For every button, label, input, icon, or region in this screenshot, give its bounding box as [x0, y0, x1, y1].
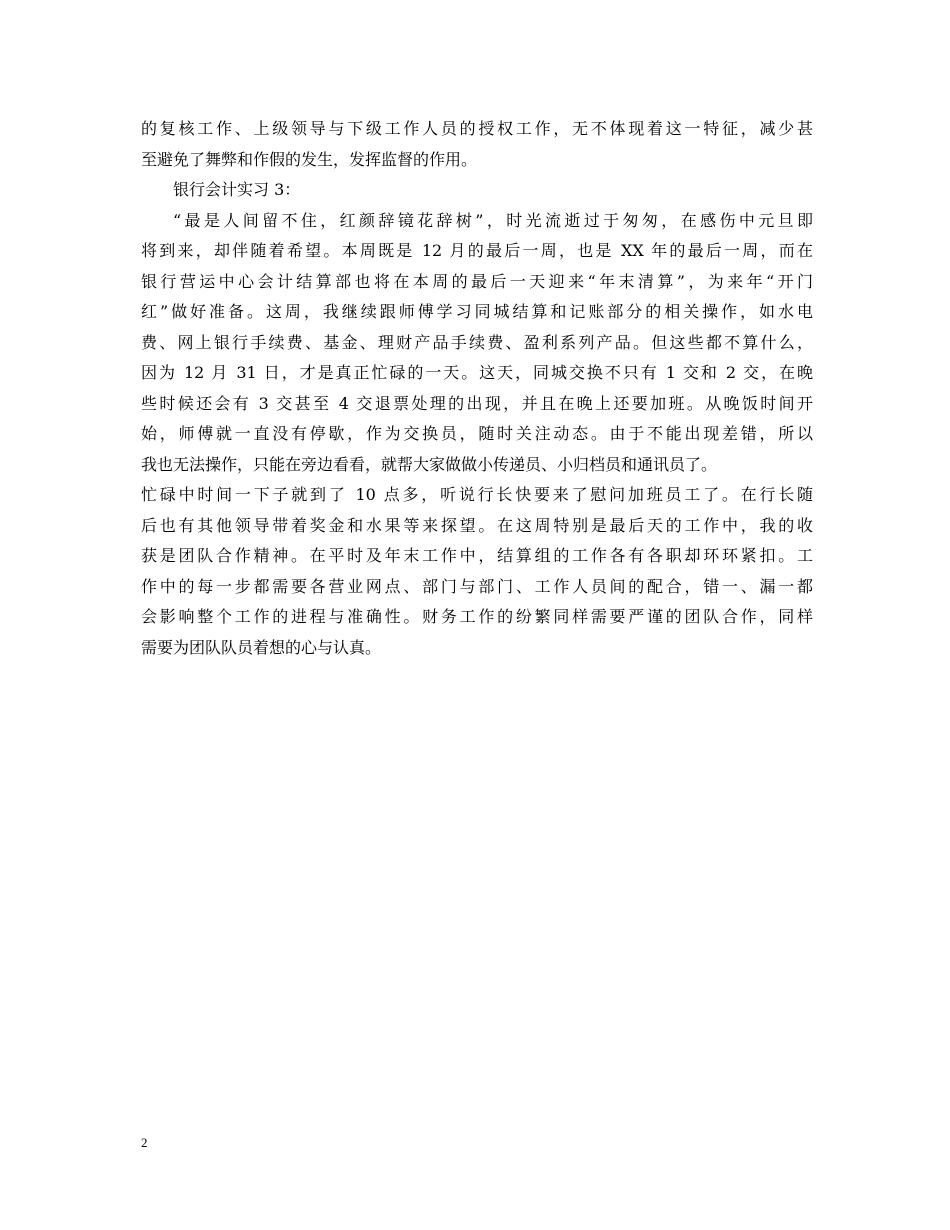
text-line: 银行营运中心会计结算部也将在本周的最后一天迎来“年末清算”，为来年“开门	[141, 271, 813, 291]
text-line: 获是团队合作精神。在平时及年末工作中，结算组的工作各有各职却环环紧扣。工	[141, 546, 813, 565]
text-line: 将到来，却伴随着希望。本周既是 12 月的最后一周，也是 XX 年的最后一周，而在	[141, 241, 813, 260]
text-line: 始，师傅就一直没有停歇，作为交换员，随时关注动态。由于不能出现差错，所以	[141, 424, 813, 443]
text-line: 后也有其他领导带着奖金和水果等来探望。在这周特别是最后天的工作中，我的收	[141, 515, 813, 535]
text-line: 些时候还会有 3 交甚至 4 交退票处理的出现，并且在晚上还要加班。从晚饭时间开	[141, 393, 813, 413]
text-line: 作中的每一步都需要各营业网点、部门与部门、工作人员间的配合，错一、漏一都	[141, 576, 813, 596]
text-line: 我也无法操作，只能在旁边看看，就帮大家做做小传递员、小归档员和通讯员了。	[141, 454, 718, 474]
text-line: 需要为团队队员着想的心与认真。	[141, 637, 382, 657]
text-line: “最是人间留不住，红颜辞镜花辞树”，时光流逝过于匆匆，在感伤中元旦即	[173, 210, 813, 230]
text-line: 忙碌中时间一下子就到了 10 点多，听说行长快要来了慰问加班员工了。在行长随	[141, 485, 813, 504]
text-line: 红”做好准备。这周，我继续跟师傅学习同城结算和记账部分的相关操作，如水电	[141, 302, 813, 321]
document-body	[141, 114, 813, 663]
text-line: 会影响整个工作的进程与准确性。财务工作的纷繁同样需要严谨的团队合作，同样	[141, 607, 813, 626]
section-heading: 银行会计实习 3：	[173, 180, 301, 199]
text-line: 的复核工作、上级领导与下级工作人员的授权工作，无不体现着这一特征，减少甚	[141, 119, 813, 138]
page-number: 2	[141, 1135, 148, 1150]
text-line: 费、网上银行手续费、基金、理财产品手续费、盈利系列产品。但这些都不算什么，	[141, 332, 813, 352]
text-line: 因为 12 月 31 日，才是真正忙碌的一天。这天，同城交换不只有 1 交和 2 交，在晚	[141, 363, 813, 382]
text-line: 至避免了舞弊和作假的发生，发挥监督的作用。	[141, 149, 478, 169]
